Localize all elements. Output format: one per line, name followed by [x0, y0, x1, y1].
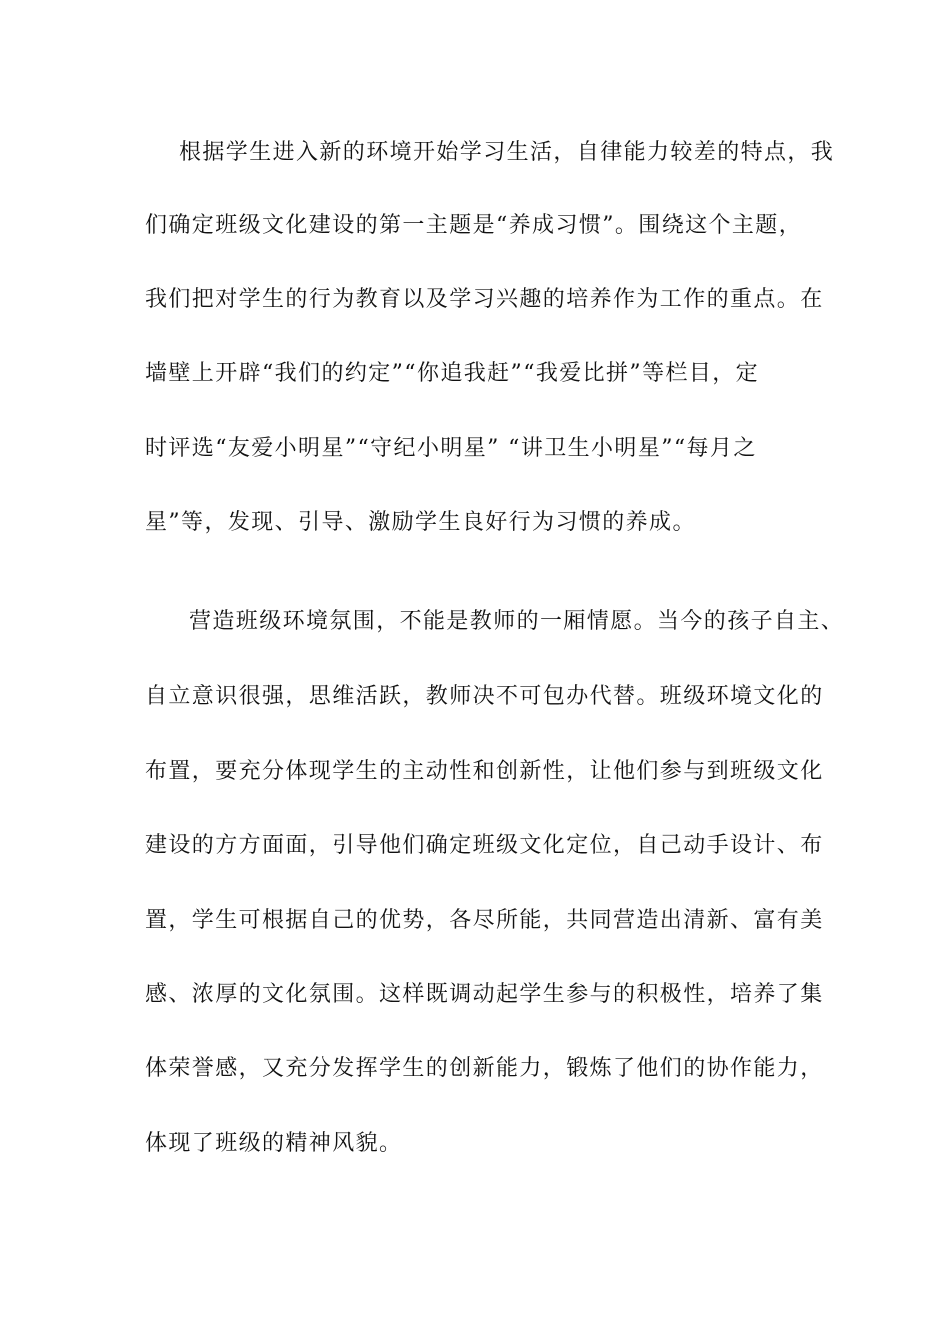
text-line: 营造班级环境氛围，不能是教师的一厢情愿。当今的孩子自主、 — [189, 609, 845, 634]
text-line: 根据学生进入新的环境开始学习生活，自律能力较差的特点，我 — [179, 140, 835, 165]
text-line: 布置，要充分体现学生的主动性和创新性，让他们参与到班级文化 — [145, 759, 824, 784]
text-line: 感、浓厚的文化氛围。这样既调动起学生参与的积极性，培养了集 — [145, 982, 824, 1007]
text-line: 星”等，发现、引导、激励学生良好行为习惯的养成。 — [145, 510, 696, 535]
text-line: 体现了班级的精神风貌。 — [145, 1131, 403, 1156]
text-line: 墙壁上开辟“我们的约定”“你追我赶”“我爱比拼”等栏目，定 — [145, 361, 760, 386]
text-line: 时评选“友爱小明星”“守纪小明星” “讲卫生小明星”“每月之 — [145, 436, 757, 461]
text-line: 建设的方方面面，引导他们确定班级文化定位，自己动手设计、布 — [145, 833, 824, 858]
text-line: 自立意识很强，思维活跃，教师决不可包办代替。班级环境文化的 — [145, 684, 824, 709]
text-line: 置，学生可根据自己的优势，各尽所能，共同营造出清新、富有美 — [145, 908, 824, 933]
text-line: 们确定班级文化建设的第一主题是“养成习惯”。围绕这个主题， — [145, 213, 803, 238]
text-line: 我们把对学生的行为教育以及学习兴趣的培养作为工作的重点。在 — [145, 287, 824, 312]
text-line: 体荣誉感，又充分发挥学生的创新能力，锻炼了他们的协作能力， — [145, 1056, 824, 1081]
